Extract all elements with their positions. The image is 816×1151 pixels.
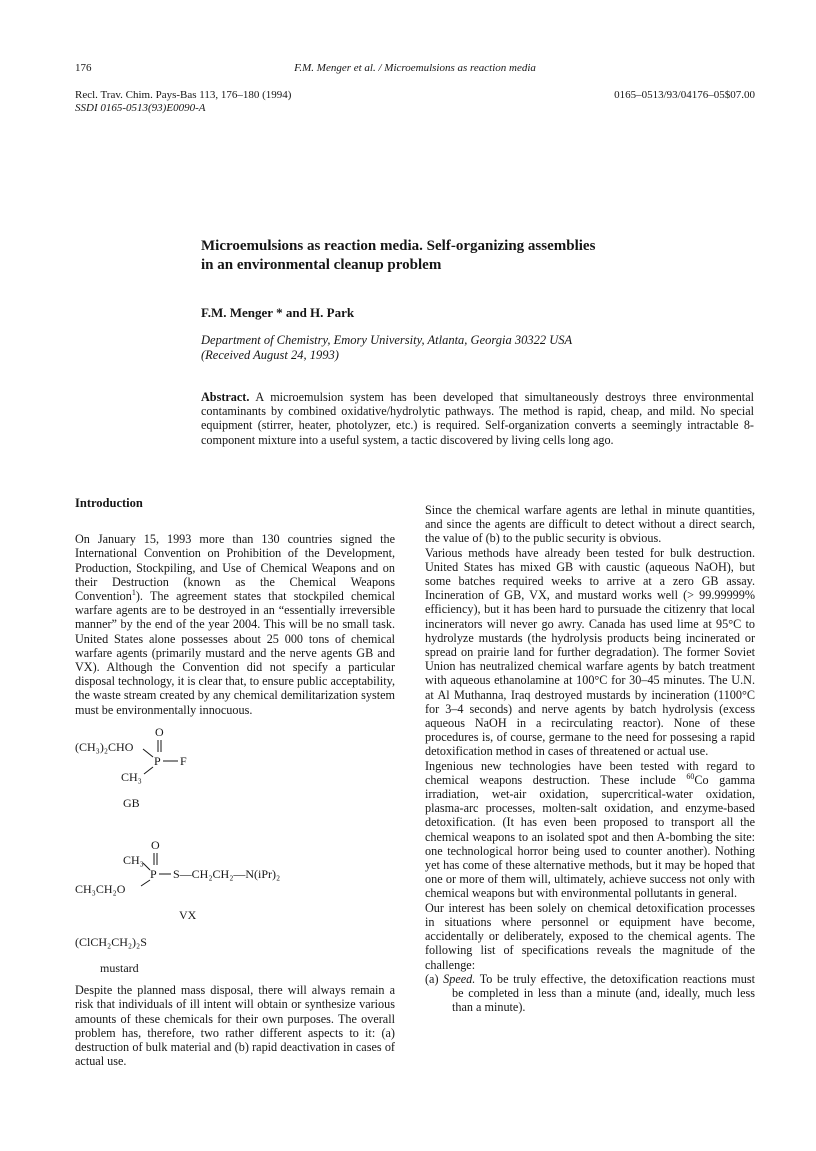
right-paragraph-4: Our interest has been solely on chemical detoxification processes in situations where personnel or equipment have become, accidentally or deliberately, exposed to the chemical agents. The following list of specifications reveals the magnitude of the challenge:: [425, 900, 755, 972]
right-p3-part-b: Co gamma irradiation, wet-air oxidation, supercritical-water oxidation, plasma-arc processes, molten-salt oxidation, and enzyme-based detoxification. (It has even been proposed to transport all the chemical weapons to an isolated spot and then A-bombing the site: one technological horror being used to counter another). Nothing yet has come of these alternative methods, but it may be hoped that one or more of them will, ultimately, achieve success not only with chemical weapons but with environmental pollutants in general.: [425, 772, 755, 901]
spec-item-a: [425, 972, 755, 1015]
abstract: [201, 390, 754, 447]
section-heading-introduction: Introduction: [75, 496, 143, 510]
issn-code: 0165–0513/93/04176–05$07.00: [614, 89, 755, 101]
right-paragraph-2: Various methods have already been tested for bulk destruction. United States has mixed GB with caustic (aqueous NaOH), but some batches required weeks to arrive at a zero GB assay. Incineration of GB, VX, and mustard works well (> 99.99999% efficiency), but it has been hard to pursuade the citizenry that local incinerators will never go awry. Canada has used lime at 95°C to hydrolyze mustards (the hydrolysis products being incinerated or spread on prairie land for further degradation). The former Soviet Union has neutralized chemical warfare agents by batch treatment with aqueous ethanolamine at 100°C for 30–45 minutes. The U.N. at Al Muthanna, Iraq destroyed mustards by incineration (1100°C for 3–4 seconds) and nerve agents by batch hydrolysis (excess aqueous NaOH in a recirculating reactor). None of these procedures is, of course, germane to the need for possesing a rapid detoxification method in cases of threatened or actual use.: [425, 545, 755, 759]
left-column: [75, 496, 395, 1068]
title-line-2: in an environmental cleanup problem: [201, 256, 442, 273]
intro-paragraph-1: [75, 532, 395, 717]
isotope-superscript: 60: [686, 771, 695, 781]
affiliation: [201, 333, 572, 363]
affiliation-line: Department of Chemistry, Emory University, Atlanta, Georgia 30322 USA: [201, 333, 573, 347]
right-paragraph-1: Since the chemical warfare agents are lethal in minute quantities, and since the agents are difficult to detect without a direct search, the value of (b) to the public security is obvious.: [425, 503, 755, 546]
spec-item-a-term: Speed.: [443, 971, 476, 986]
intro-p1-part-a: On January 15, 1993 more than 130 countries signed the International Convention on Prohibition of the Development, Production, Stockpiling, and Use of Chemical Weapons and on their Destruction (known as the Chemical Weapons Convention: [75, 532, 395, 604]
authors: F.M. Menger * and H. Park: [201, 305, 355, 320]
mustard-formula: (ClCH₂CH₂)₂S: [75, 934, 147, 949]
running-title: F.M. Menger et al. / Microemulsions as reaction media: [294, 62, 536, 74]
vx-thio-chain: S—CH₂CH₂—N(iPr)₂: [173, 866, 281, 881]
chemical-structures: [75, 725, 395, 933]
vx-oxygen: O: [151, 837, 160, 852]
intro-paragraph-2: Despite the planned mass disposal, there will always remain a risk that individuals of ill intent will obtain or synthesize various amounts of these chemicals for their own purposes. The overall problem has, therefore, two rather different aspects to it: (a) destruction of bulk material and (b) rapid deactivation in cases of actual use.: [75, 983, 395, 1069]
vx-methyl: CH₃: [123, 852, 144, 867]
vx-ethoxy: CH₃CH₂O: [75, 881, 126, 896]
vx-label: VX: [179, 907, 197, 922]
gb-phosphorus: P: [154, 753, 161, 768]
spec-item-a-text: To be truly effective, the detoxification reactions must be completed in less than a minute (and, ideally, much less than a minute).: [452, 971, 756, 1015]
citation-block: [75, 89, 291, 115]
abstract-text: A microemulsion system has been developed that simultaneously destroys three environmental contaminants by combined oxidative/hydrolytic pathways. The method is rapid, cheap, and mild. No special equipment (stirrer, heater, photolyzer, etc.) is required. Self-organization converts a seemingly intractable 8-component mixture into a useful system, a tactic discovered by living cells long ago.: [201, 390, 754, 447]
right-paragraph-3: [425, 759, 755, 901]
gb-fluorine: F: [180, 753, 187, 768]
gb-label: GB: [123, 795, 140, 810]
mustard-label: mustard: [100, 961, 139, 976]
gb-isopropoxy: (CH₃)₂CHO: [75, 739, 134, 754]
title-line-1: Microemulsions as reaction media. Self-organizing assemblies: [201, 238, 596, 254]
received-date: (Received August 24, 1993): [201, 348, 339, 362]
page-number: 176: [75, 62, 92, 74]
spec-item-a-marker: (a): [425, 971, 439, 986]
vx-phosphorus: P: [150, 866, 157, 881]
article-title: [201, 237, 721, 274]
gb-oxygen: O: [155, 724, 164, 739]
abstract-label: Abstract.: [201, 390, 250, 404]
journal-citation: Recl. Trav. Chim. Pays-Bas 113, 176–180 (1994): [75, 89, 292, 101]
structure-drawing: [75, 725, 395, 933]
right-p3-part-a: Ingenious new technologies have been tested with regard to chemical weapons destruction. These include: [425, 758, 755, 787]
intro-p1-part-b: ). The agreement states that stockpiled chemical warfare agents are to be destroyed in an “essentially irreversible manner” by the end of the year 2004. This will be no small task. United States alone possesses about 25 000 tons of chemical warfare agents (primarily mustard and the nerve agents GB and VX). Although the Convention did not specify a particular disposal technology, it is clear that, to ensure public acceptability, the waste stream created by any chemical demilitarization system must be environmentally innocuous.: [75, 589, 395, 717]
ssdi-line: SSDI 0165-0513(93)E0090-A: [75, 102, 206, 114]
right-column: [425, 503, 755, 1014]
footnote-ref-1: 1: [131, 587, 136, 597]
gb-methyl: CH₃: [121, 769, 142, 784]
